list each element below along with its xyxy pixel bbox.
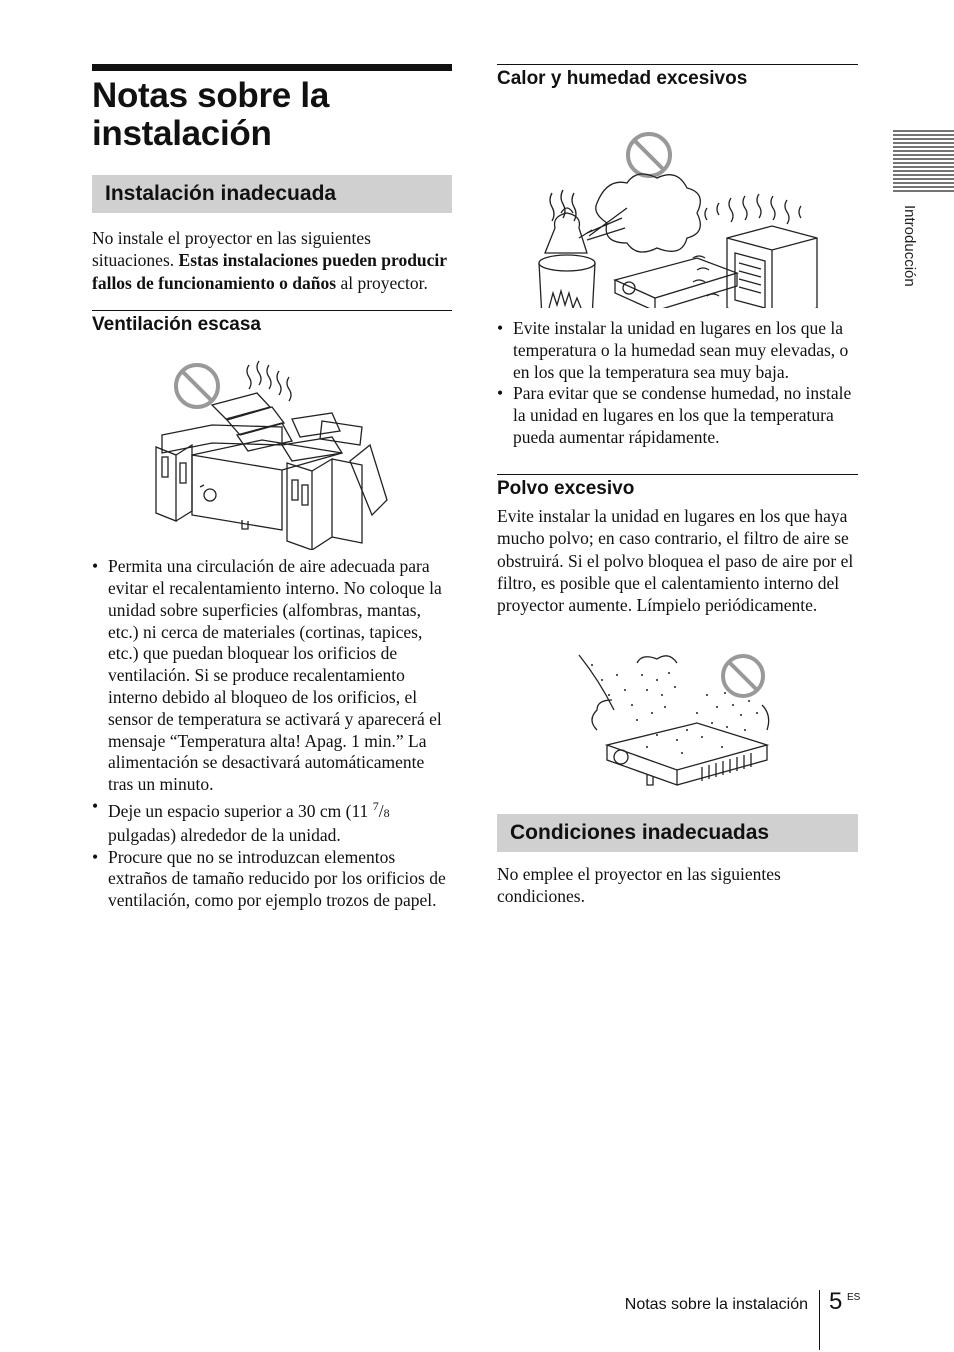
subheading-dust: Polvo excesivo bbox=[497, 474, 858, 501]
page-title: Notas sobre la instalación bbox=[92, 76, 329, 153]
heat-humidity-illustration bbox=[497, 108, 858, 308]
subheading-ventilation: Ventilación escasa bbox=[92, 310, 452, 337]
ventilation-bullet: • Deje un espacio superior a 30 cm (11 $^7$/8 pulgadas) alrededor de la unidad. bbox=[92, 796, 452, 847]
page-language-suffix: ES bbox=[847, 1292, 861, 1303]
dust-body: Evite instalar la unidad en lugares en los que haya mucho polvo; en caso contrario, el filtro de aire se obstruirá. Si el polvo bloquea el paso de aire por el filtro, es posible que el calentamiento interno del proyector aumente. Límpielo periódicamente. bbox=[497, 505, 854, 616]
inadequate-installation-intro: No instale el proyector en las siguientes situaciones. Estas instalaciones pueden producir fallos de funcionamiento o daños al proyector. bbox=[92, 228, 447, 293]
ventilation-illustration bbox=[92, 345, 452, 550]
chapter-tab-lines bbox=[893, 130, 954, 192]
ventilation-bullet: • Procure que no se introduzcan elementos extraños de tamaño reducido por los orificios de ventilación, como por ejemplo trozos de papel. bbox=[92, 847, 452, 912]
section-heading-inadequate-installation: Instalación inadecuada bbox=[92, 175, 452, 213]
chapter-tab-label: Introducción bbox=[901, 205, 918, 287]
title-rule bbox=[92, 64, 452, 71]
ventilation-bullets bbox=[92, 556, 452, 912]
heat-humidity-bullet: • Evite instalar la unidad en lugares en los que la temperatura o la humedad sean muy elevadas, o en los que la temperatura sea muy baja. bbox=[497, 318, 858, 383]
heat-humidity-bullet: • Para evitar que se condense humedad, no instale la unidad en lugares en los que la temperatura pueda aumentar rápidamente. bbox=[497, 383, 858, 448]
section-heading-inadequate-conditions: Condiciones inadecuadas bbox=[497, 814, 858, 852]
left-column bbox=[92, 64, 452, 912]
dust-illustration bbox=[497, 635, 858, 800]
page-number: 5 bbox=[829, 1288, 843, 1315]
inadequate-conditions-body: No emplee el proyector en las siguientes condiciones. bbox=[497, 863, 781, 907]
footer-divider bbox=[819, 1290, 820, 1350]
subheading-heat-humidity: Calor y humedad excesivos bbox=[497, 64, 858, 91]
heat-humidity-bullets bbox=[497, 318, 858, 449]
right-column bbox=[497, 64, 858, 908]
footer-running-title: Notas sobre la instalación bbox=[624, 1296, 808, 1313]
ventilation-bullet: • Permita una circulación de aire adecuada para evitar el recalentamiento interno. No coloque la unidad sobre superficies (alfombras, mantas, etc.) ni cerca de materiales (cortinas, tapices, etc.) que puedan bloquear los orificios de ventilación. Si se produce recalentamiento interno debido al bloqueo de los orificios, el sensor de temperatura se activará y aparecerá el mensaje “Temperatura alta! Apag. 1 min.” La alimentación se desactivará automáticamente tras un minuto. bbox=[92, 556, 452, 796]
